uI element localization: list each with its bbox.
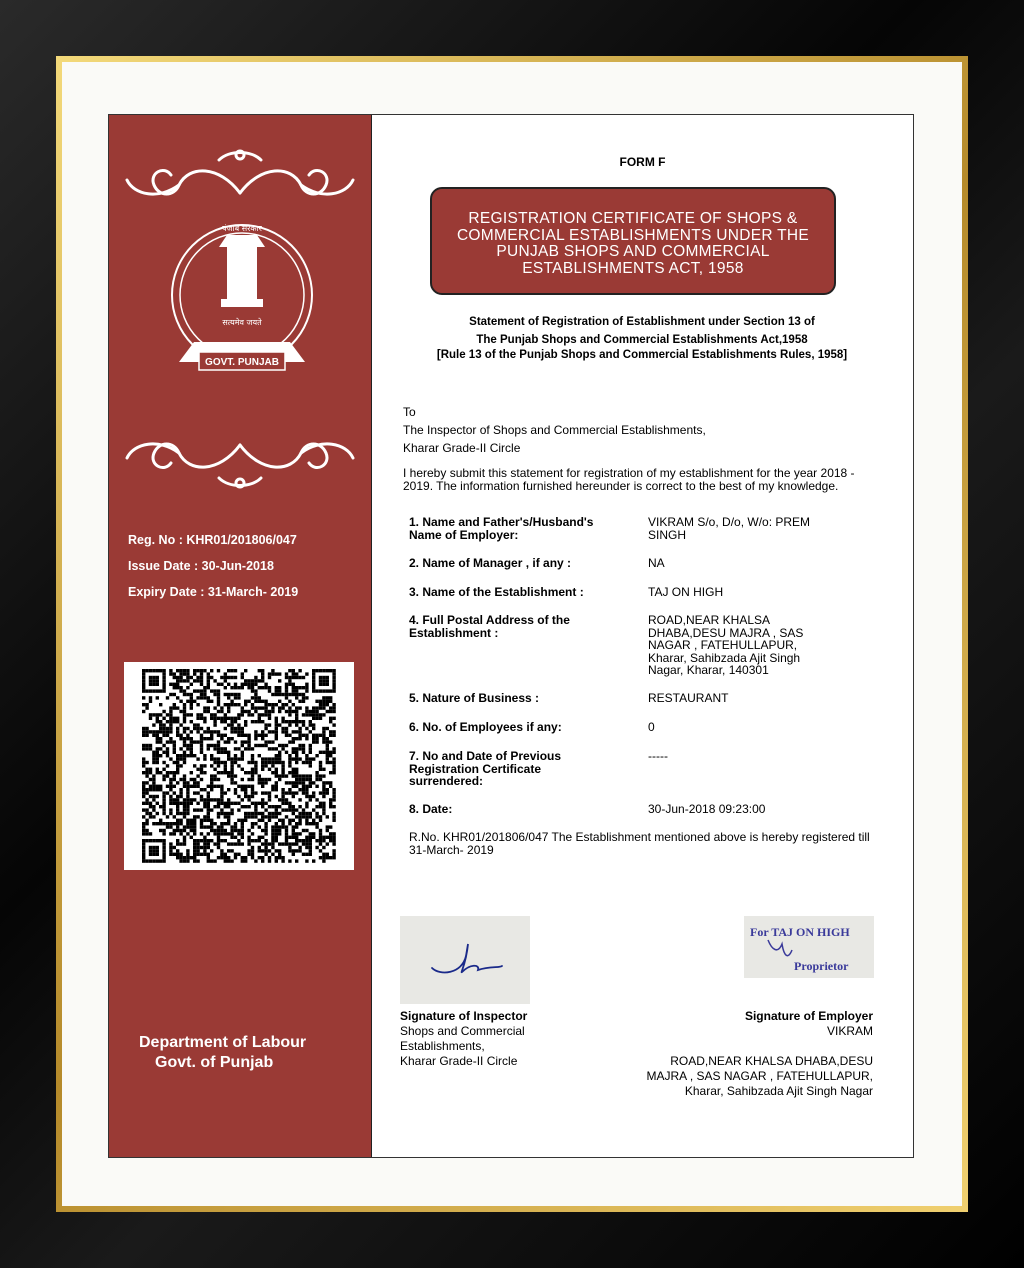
employer-signature-block <box>613 1009 873 1099</box>
field-label: 3. Name of the Establishment : <box>409 585 584 599</box>
inspector-signature-block <box>400 1009 550 1069</box>
addressee-to: To <box>403 405 416 419</box>
issue-date: Issue Date : 30-Jun-2018 <box>128 559 274 573</box>
inspector-line-1: Shops and Commercial Establishments, <box>400 1024 525 1053</box>
govt-punjab-emblem <box>149 207 335 393</box>
field-label: 8. Date: <box>409 802 453 816</box>
dept-line-2: Govt. of Punjab <box>155 1054 274 1071</box>
field-value: 30-Jun-2018 09:23:00 <box>648 802 766 816</box>
field-label: 6. No. of Employees if any: <box>409 720 562 734</box>
statement-line-2: The Punjab Shops and Commercial Establishments Act,1958 <box>476 334 808 346</box>
registration-note: R.No. KHR01/201806/047 The Establishment mentioned above is hereby registered till 31-March- 2019 <box>409 830 870 857</box>
field-label: 1. Name and Father's/Husband's Name of Employer: <box>409 515 594 542</box>
employer-stamp-image <box>744 916 874 978</box>
field-value: RESTAURANT <box>648 691 729 705</box>
inspector-signature-image <box>400 916 530 1004</box>
emblem-motto: सत्यमेव जयते <box>222 318 262 327</box>
addressee-line-1: The Inspector of Shops and Commercial Establishments, <box>403 423 706 437</box>
reg-no: Reg. No : KHR01/201806/047 <box>128 533 297 547</box>
qr-code <box>124 662 354 870</box>
statement-line-1: Statement of Registration of Establishment under Section 13 of <box>469 316 815 328</box>
emblem-top-text: पंजाब सरकार <box>222 224 262 233</box>
certificate-title: REGISTRATION CERTIFICATE OF SHOPS & COMMERCIAL ESTABLISHMENTS UNDER THE PUNJAB SHOPS AND COMMERCIAL ESTABLISHMENTS ACT, 1958 <box>430 187 836 295</box>
certificate-body <box>372 115 913 1157</box>
top-flourish-ornament <box>119 145 361 205</box>
stamp-line-2: Proprietor <box>794 959 849 973</box>
statement-line-3: [Rule 13 of the Punjab Shops and Commercial Establishments Rules, 1958] <box>436 349 848 361</box>
field-label: 7. No and Date of Previous Registration Certificate surrendered: <box>409 749 562 788</box>
stamp-line-1: For TAJ ON HIGH <box>750 925 850 939</box>
certificate-sidebar <box>109 115 371 1157</box>
addressee-line-2: Kharar Grade-II Circle <box>403 441 521 455</box>
employer-name: VIKRAM <box>826 1024 873 1038</box>
field-value: VIKRAM S/o, D/o, W/o: PREM SINGH <box>648 515 811 542</box>
dept-line-1: Department of Labour <box>139 1034 307 1051</box>
form-label: FORM F <box>619 155 666 169</box>
emblem-ribbon-text: GOVT. PUNJAB <box>205 357 279 368</box>
field-value: NA <box>648 556 665 570</box>
field-label: 2. Name of Manager , if any : <box>409 556 572 570</box>
expiry-date: Expiry Date : 31-March- 2019 <box>128 585 299 599</box>
field-value: TAJ ON HIGH <box>648 585 724 599</box>
field-value: ----- <box>648 749 668 763</box>
bottom-flourish-ornament <box>119 433 361 493</box>
field-value: 0 <box>648 720 655 734</box>
declaration: I hereby submit this statement for registration of my establishment for the year 2018 - 2019. The information furnished hereunder is correct to the best of my knowledge. <box>403 466 855 493</box>
registration-info <box>128 527 298 605</box>
employer-address: ROAD,NEAR KHALSA DHABA,DESU MAJRA , SAS NAGAR , FATEHULLAPUR, Kharar, Sahibzada Ajit Singh Nagar <box>646 1054 873 1098</box>
inspector-line-2: Kharar Grade-II Circle <box>400 1054 518 1068</box>
field-label: 5. Nature of Business : <box>409 691 540 705</box>
field-value: ROAD,NEAR KHALSA DHABA,DESU MAJRA , SAS NAGAR , FATEHULLAPUR, Kharar, Sahibzada Ajit Singh Nagar, Kharar, 140301 <box>648 613 804 677</box>
addressee <box>403 403 706 457</box>
employer-title: Signature of Employer <box>744 1009 873 1023</box>
inspector-title: Signature of Inspector <box>400 1009 528 1023</box>
certificate <box>108 114 914 1158</box>
field-label: 4. Full Postal Address of the Establishment : <box>409 613 570 640</box>
department-name <box>139 1033 306 1073</box>
statement-heading <box>432 313 852 362</box>
